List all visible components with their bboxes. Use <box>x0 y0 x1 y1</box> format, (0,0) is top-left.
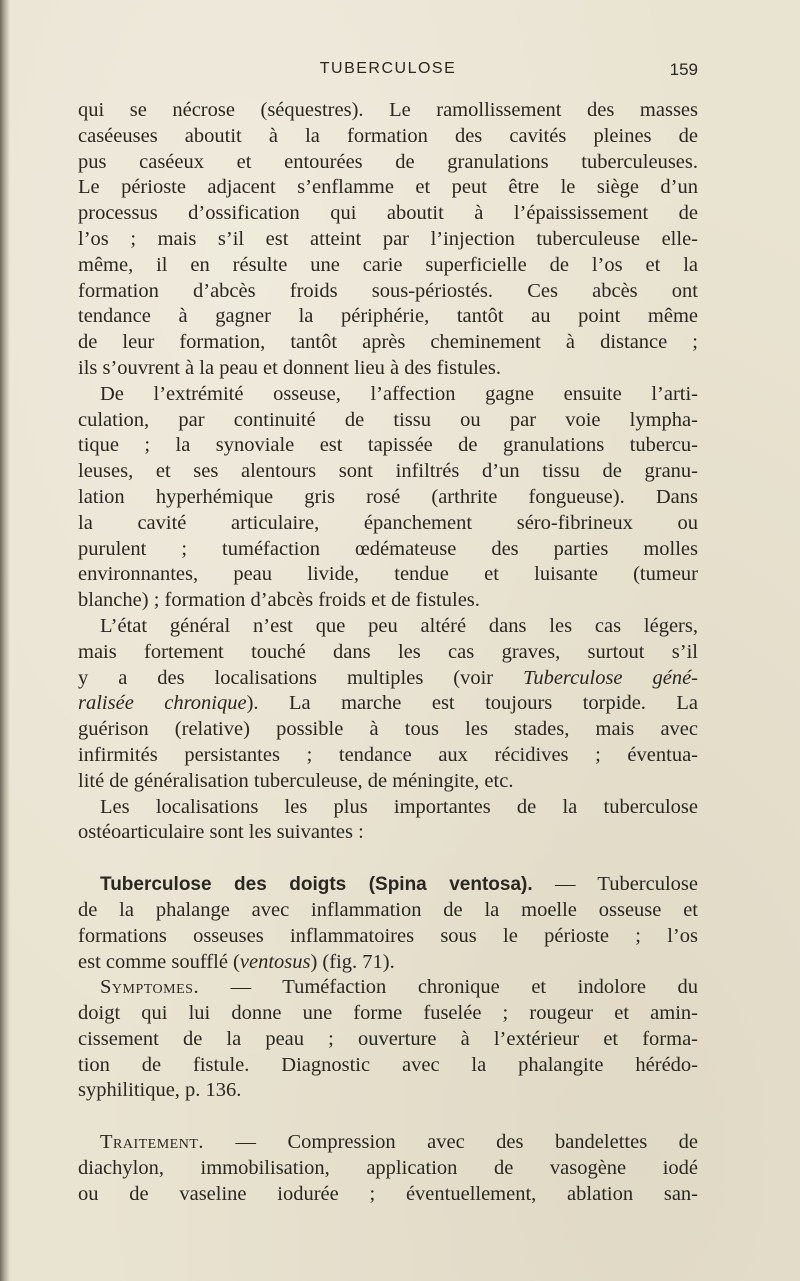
text-line: Les localisations les plus importantes de la tuberculose <box>100 795 698 818</box>
text-line: caséeuses aboutit à la formation des cavités pleines de <box>78 124 698 147</box>
text-line: purulent ; tuméfaction œdémateuse des parties molles <box>78 537 698 560</box>
text-line: de la phalange avec inflammation de la moelle osseuse et <box>78 898 698 921</box>
text-line <box>78 950 698 976</box>
text-line: l’os ; mais s’il est atteint par l’injection tuberculeuse elle- <box>78 227 698 250</box>
text-line: pus caséeux et entourées de granulations tuberculeuses. <box>78 150 698 173</box>
text-line: de leur formation, tantôt après cheminement à distance ; <box>78 331 698 354</box>
text-line: blanche) ; formation d’abcès froids et de fistules. <box>78 589 480 612</box>
text-line: L’état général n’est que peu altéré dans les cas légers, <box>100 614 698 637</box>
text-segment: — Tuméfaction chronique et indolore du <box>199 976 698 999</box>
text-line: tion de fistule. Diagnostic avec la phalangite hérédo- <box>78 1053 698 1076</box>
text-line: lité de généralisation tuberculeuse, de méningite, etc. <box>78 769 514 792</box>
text-line: leuses, et ses alentours sont infiltrés d’un tissu de granu- <box>78 460 698 483</box>
text-line: culation, par continuité de tissu ou par voie lympha- <box>78 408 698 431</box>
text-line: ou de vaseline iodurée ; éventuellement, ablation san- <box>78 1182 698 1205</box>
italic-term: ventosus <box>239 950 311 973</box>
text-line: formation d’abcès froids sous-périostés. Ces abcès ont <box>78 279 698 302</box>
text-segment: — Tuberculose <box>532 873 698 896</box>
text-line: environnantes, peau livide, tendue et luisante (tumeur <box>78 563 698 586</box>
text-line: même, il en résulte une carie superficielle de l’os et la <box>78 253 698 276</box>
text-line: qui se nécrose (séquestres). Le ramollissement des masses <box>78 99 698 121</box>
page-header <box>78 60 698 84</box>
page-number: 159 <box>669 60 698 79</box>
text-line: tique ; la synoviale est tapissée de granulations tubercu- <box>78 434 698 457</box>
text-line: infirmités persistantes ; tendance aux récidives ; éventua- <box>78 743 698 766</box>
text-line: lation hyperhémique gris rosé (arthrite fongueuse). Dans <box>78 485 698 508</box>
subsection-label: Symptomes. <box>100 976 200 999</box>
text-line <box>78 1130 698 1156</box>
text-segment: ). La marche est toujours torpide. La <box>246 692 698 715</box>
text-line <box>78 872 698 898</box>
body-text <box>78 98 698 1208</box>
text-line <box>78 975 698 1001</box>
italic-reference: ralisée chronique <box>78 692 247 715</box>
subsection-label: Traitement. <box>100 1131 205 1154</box>
text-line: mais fortement touché dans les cas graves, surtout s’il <box>78 640 698 663</box>
running-head: TUBERCULOSE <box>319 60 457 77</box>
book-gutter-shadow <box>0 0 10 1281</box>
text-segment: est comme soufflé ( <box>78 950 240 973</box>
text-line: diachylon, immobilisation, application de vasogène iodé <box>78 1157 698 1180</box>
text-line: processus d’ossification qui aboutit à l’épaississement de <box>78 202 698 225</box>
text-segment: — Compression avec des bandelettes de <box>204 1131 698 1154</box>
text-line: doigt qui lui donne une forme fuselée ; rougeur et amin- <box>78 1002 698 1025</box>
text-line: ils s’ouvrent à la peau et donnent lieu à des fistules. <box>78 356 501 379</box>
italic-reference: Tuberculose géné- <box>523 666 699 689</box>
text-line: ostéoarticulaire sont les suivantes : <box>78 821 364 844</box>
text-line: cissement de la peau ; ouverture à l’extérieur et forma- <box>78 1027 698 1050</box>
section-gap <box>78 1104 698 1130</box>
text-line <box>78 691 698 717</box>
text-line: tendance à gagner la périphérie, tantôt au point même <box>78 305 698 328</box>
section-gap <box>78 846 698 872</box>
text-line: formations osseuses inflammatoires sous le périoste ; l’os <box>78 924 698 947</box>
section-title: Tuberculose des doigts (Spina ventosa). <box>100 874 533 896</box>
text-segment: ) (fig. 71). <box>310 950 395 973</box>
text-line: De l’extrémité osseuse, l’affection gagne ensuite l’arti- <box>100 382 698 405</box>
text-line: syphilitique, p. 136. <box>78 1079 242 1102</box>
text-line: guérison (relative) possible à tous les stades, mais avec <box>78 718 698 741</box>
text-line: Le périoste adjacent s’enflamme et peut être le siège d’un <box>78 176 698 199</box>
text-line: la cavité articulaire, épanchement séro-fibrineux ou <box>78 511 698 534</box>
text-line <box>78 666 698 692</box>
text-segment: y a des localisations multiples (voir <box>78 666 524 689</box>
